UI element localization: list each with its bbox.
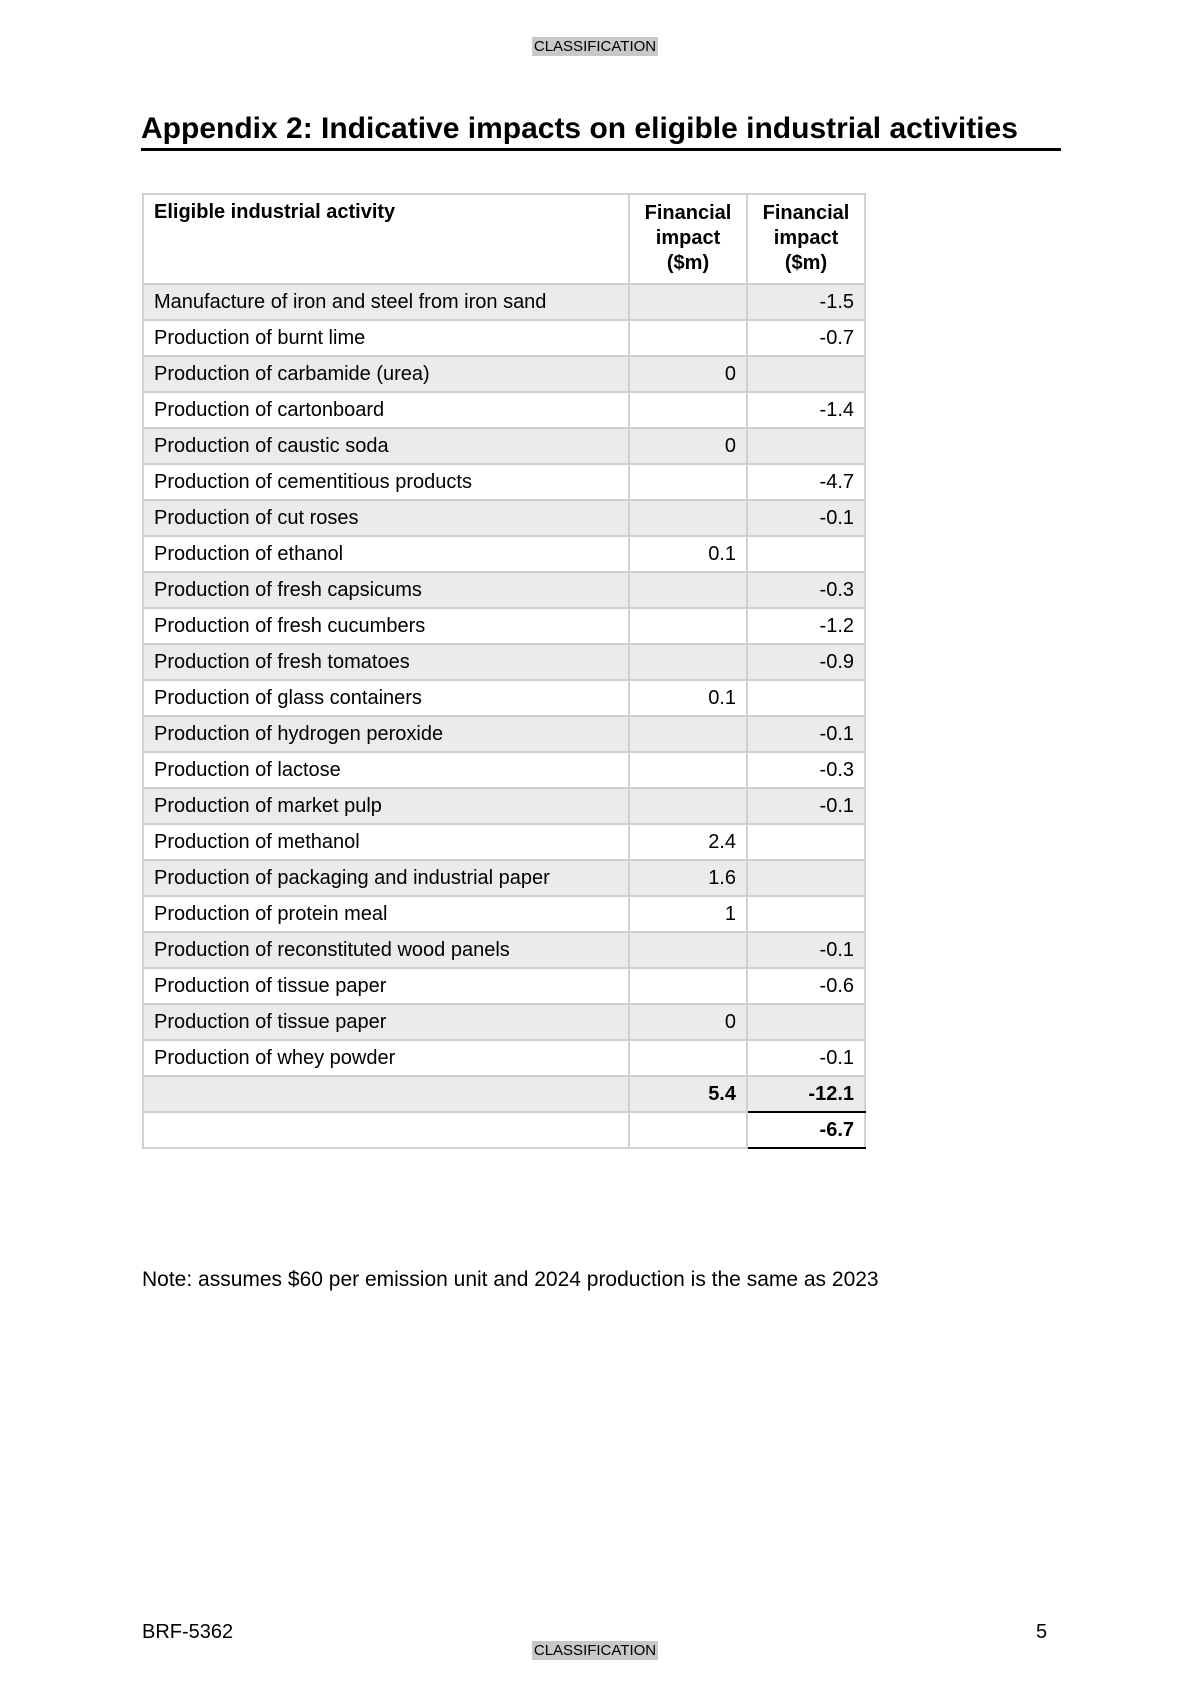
activity-cell: Production of reconstituted wood panels [143,932,629,968]
subtotal-label-cell [143,1076,629,1112]
subtotal-impact-1: 5.4 [629,1076,747,1112]
activity-cell: Production of fresh capsicums [143,572,629,608]
activity-cell: Production of hydrogen peroxide [143,716,629,752]
activity-cell: Production of protein meal [143,896,629,932]
activity-cell: Production of lactose [143,752,629,788]
impact-cell-1: 0.1 [629,680,747,716]
table-row [143,356,865,392]
activity-cell: Production of burnt lime [143,320,629,356]
impact-cell-1 [629,320,747,356]
subtotal-impact-2: -12.1 [747,1076,865,1112]
activity-cell: Production of fresh tomatoes [143,644,629,680]
impact-cell-2: -0.3 [747,752,865,788]
table-header-row [143,194,865,284]
activity-cell: Production of cementitious products [143,464,629,500]
activity-cell: Production of methanol [143,824,629,860]
table-row [143,896,865,932]
table-row [143,608,865,644]
impact-cell-2 [747,680,865,716]
impact-cell-1 [629,1040,747,1076]
impact-cell-2: -0.1 [747,932,865,968]
activity-cell: Production of ethanol [143,536,629,572]
activity-cell: Manufacture of iron and steel from iron sand [143,284,629,320]
table-row [143,320,865,356]
impact-cell-1 [629,968,747,1004]
impact-cell-2: -0.3 [747,572,865,608]
header-financial-impact-1: Financial impact ($m) [629,194,747,284]
table-row [143,572,865,608]
table-row [143,824,865,860]
impact-cell-2 [747,860,865,896]
table-row [143,932,865,968]
classification-header [0,38,1190,55]
table-note: Note: assumes $60 per emission unit and 2024 production is the same as 2023 [142,1268,879,1291]
impact-cell-2: -1.4 [747,392,865,428]
impact-cell-2: -0.7 [747,320,865,356]
impact-cell-1: 0 [629,1004,747,1040]
net-total-label-cell [143,1112,629,1148]
activity-cell: Production of glass containers [143,680,629,716]
table-row [143,500,865,536]
subtotal-row [143,1076,865,1112]
activity-cell: Production of caustic soda [143,428,629,464]
impact-cell-1: 2.4 [629,824,747,860]
table-row [143,536,865,572]
table-row [143,968,865,1004]
impact-cell-2: -0.1 [747,716,865,752]
document-reference: BRF-5362 [142,1621,234,1643]
table-row [143,392,865,428]
net-total-row [143,1112,865,1148]
impact-cell-1 [629,284,747,320]
table-row [143,428,865,464]
impact-cell-1: 1 [629,896,747,932]
impact-cell-1 [629,608,747,644]
impact-cell-1: 0 [629,356,747,392]
impact-cell-2 [747,1004,865,1040]
activity-cell: Production of cartonboard [143,392,629,428]
impact-cell-2: -0.1 [747,788,865,824]
impact-cell-2 [747,536,865,572]
table-row [143,464,865,500]
activity-cell: Production of market pulp [143,788,629,824]
impact-cell-2: -0.9 [747,644,865,680]
impact-cell-2 [747,428,865,464]
impact-cell-2: -0.1 [747,1040,865,1076]
net-total-empty-cell [629,1112,747,1148]
impact-cell-1 [629,932,747,968]
classification-footer [0,1642,1190,1659]
table-row [143,716,865,752]
impacts-table [142,193,866,1149]
impact-cell-2: -0.1 [747,500,865,536]
table-row [143,788,865,824]
impact-cell-2: -1.5 [747,284,865,320]
impact-cell-1 [629,392,747,428]
table-row [143,680,865,716]
impact-cell-2: -1.2 [747,608,865,644]
impact-cell-1: 0 [629,428,747,464]
table-row [143,860,865,896]
impact-cell-1 [629,500,747,536]
table-row [143,1040,865,1076]
impact-cell-1: 0.1 [629,536,747,572]
table-row [143,284,865,320]
impact-cell-2 [747,356,865,392]
impact-cell-1 [629,464,747,500]
impact-cell-1 [629,716,747,752]
activity-cell: Production of tissue paper [143,1004,629,1040]
table-row [143,644,865,680]
impact-cell-1: 1.6 [629,860,747,896]
classification-footer-label: CLASSIFICATION [533,1642,657,1659]
activity-cell: Production of whey powder [143,1040,629,1076]
impact-cell-2 [747,896,865,932]
impact-cell-1 [629,788,747,824]
table-row [143,1004,865,1040]
page-number: 5 [1036,1621,1048,1643]
impact-cell-1 [629,572,747,608]
activity-cell: Production of fresh cucumbers [143,608,629,644]
impact-cell-2 [747,824,865,860]
activity-cell: Production of carbamide (urea) [143,356,629,392]
page-title: Appendix 2: Indicative impacts on eligible industrial activities [141,112,1061,151]
activity-cell: Production of cut roses [143,500,629,536]
impact-cell-2: -0.6 [747,968,865,1004]
net-total-impact: -6.7 [747,1112,865,1148]
impact-cell-1 [629,752,747,788]
classification-header-label: CLASSIFICATION [533,38,657,55]
header-financial-impact-2: Financial impact ($m) [747,194,865,284]
header-activity: Eligible industrial activity [143,194,629,284]
activity-cell: Production of tissue paper [143,968,629,1004]
impact-cell-2: -4.7 [747,464,865,500]
activity-cell: Production of packaging and industrial paper [143,860,629,896]
impact-cell-1 [629,644,747,680]
table-row [143,752,865,788]
